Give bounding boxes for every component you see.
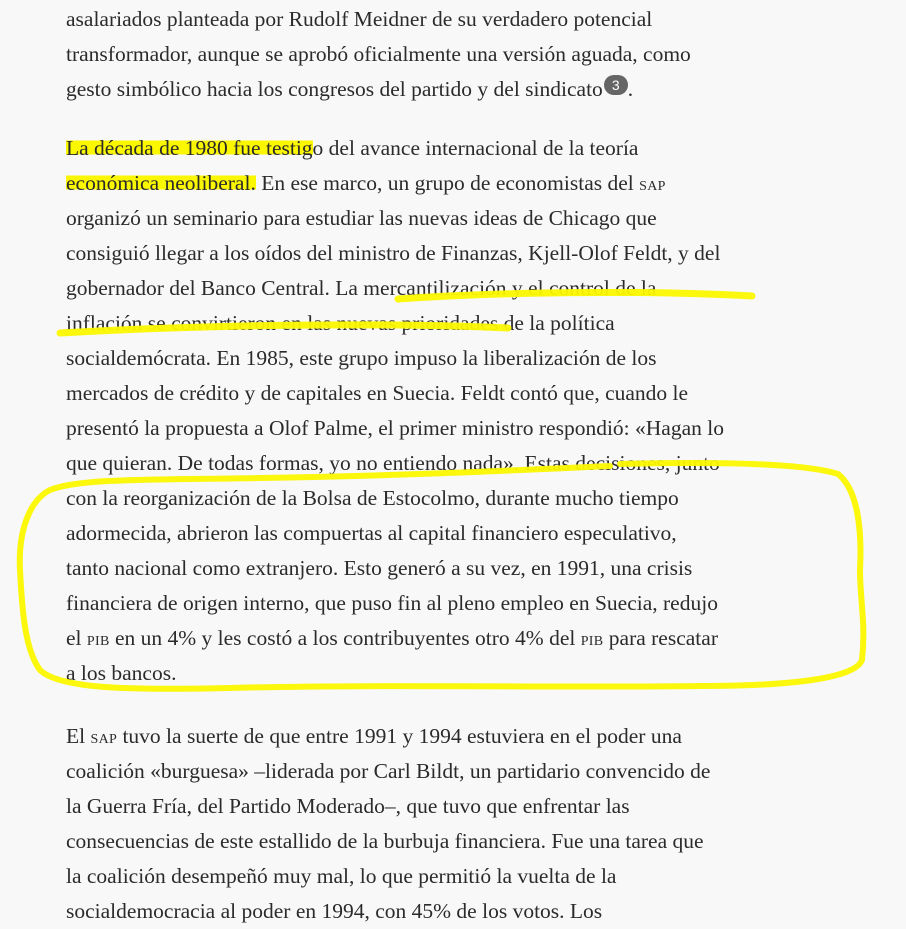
text-line — [66, 2, 876, 37]
text-line — [66, 166, 876, 201]
text-run: mercados de crédito y de capitales en Suecia. Feldt contó que, cuando le — [66, 381, 689, 405]
text-line — [66, 656, 876, 691]
paragraph-1 — [66, 2, 876, 107]
text-line — [66, 376, 876, 411]
text-run: socialdemócrata. En 1985, este grupo impuso la liberalización de los — [66, 346, 657, 370]
acronym-sap: SAP — [639, 179, 666, 194]
text-run: o del avance internacional de la teoría — [312, 136, 639, 160]
text-line — [66, 621, 876, 656]
text-line — [66, 481, 876, 516]
text-run: para rescatar — [603, 626, 718, 650]
text-line — [66, 271, 876, 306]
text-line — [66, 859, 876, 894]
text-run: que quieran. De todas formas, yo no entiendo nada». Estas decisiones, junto — [66, 451, 720, 475]
text-line — [66, 341, 876, 376]
highlighted-text: económica neoliberal. — [66, 171, 256, 195]
text-line — [66, 131, 876, 166]
paragraph-2 — [66, 131, 876, 691]
acronym-pib: PIB — [86, 634, 110, 649]
text-line — [66, 551, 876, 586]
text-run: adormecida, abrieron las compuertas al capital financiero especulativo, — [66, 521, 677, 545]
text-run: tanto nacional como extranjero. Esto generó a su vez, en 1991, una crisis — [66, 556, 693, 580]
text-line — [66, 446, 876, 481]
footnote-badge[interactable]: 3 — [604, 75, 628, 95]
acronym-pib: PIB — [580, 634, 604, 649]
text-run: consiguió llegar a los oídos del ministro de Finanzas, Kjell-Olof Feldt, y del — [66, 241, 721, 265]
text-line — [66, 754, 876, 789]
text-run: coalición «burguesa» –liderada por Carl Bildt, un partidario convencido de — [66, 759, 711, 783]
text-run: consecuencias de este estallido de la burbuja financiera. Fue una tarea que — [66, 829, 704, 853]
highlighted-text: La década de 1980 fue testig — [66, 136, 313, 160]
text-line — [66, 72, 876, 107]
text-line — [66, 586, 876, 621]
text-line — [66, 824, 876, 859]
text-run: presentó la propuesta a Olof Palme, el primer ministro respondió: «Hagan lo — [66, 416, 724, 440]
paragraph-3 — [66, 719, 876, 929]
text-run: la coalición desempeñó muy mal, lo que permitió la vuelta de la — [66, 864, 617, 888]
text-run: . — [627, 77, 634, 101]
text-run: tuvo la suerte de que entre 1991 y 1994 estuviera en el poder una — [117, 724, 682, 748]
acronym-sap: SAP — [90, 732, 118, 747]
text-line — [66, 516, 876, 551]
text-run: el — [66, 626, 87, 650]
text-line — [66, 306, 876, 341]
text-run: en un 4% y les costó a los contribuyentes otro 4% del — [109, 626, 581, 650]
text-run: En ese marco, un grupo de economistas del — [255, 171, 640, 195]
text-line — [66, 894, 876, 929]
text-run: la Guerra Fría, del Partido Moderado–, que tuvo que enfrentar las — [66, 794, 630, 818]
text-run: gobernador del Banco Central. La mercantilización y el control de la — [66, 276, 657, 300]
text-run: El — [66, 724, 91, 748]
text-run: con la reorganización de la Bolsa de Estocolmo, durante mucho tiempo — [66, 486, 679, 510]
text-line — [66, 201, 876, 236]
article-body — [66, 0, 876, 923]
text-line — [66, 789, 876, 824]
text-run: a los bancos. — [66, 661, 177, 685]
text-line — [66, 236, 876, 271]
text-run: asalariados planteada por Rudolf Meidner de su verdadero potencial — [66, 7, 653, 31]
text-run: inflación se convirtieron en las nuevas prioridades de la política — [66, 311, 615, 335]
text-run: organizó un seminario para estudiar las nuevas ideas de Chicago que — [66, 206, 657, 230]
text-run: socialdemocracia al poder en 1994, con 45% de los votos. Los — [66, 899, 603, 923]
text-line — [66, 719, 876, 754]
text-line — [66, 411, 876, 446]
text-line — [66, 37, 876, 72]
text-run: gesto simbólico hacia los congresos del partido y del sindicato — [66, 77, 603, 101]
text-run: financiera de origen interno, que puso fin al pleno empleo en Suecia, redujo — [66, 591, 718, 615]
text-run: transformador, aunque se aprobó oficialmente una versión aguada, como — [66, 42, 691, 66]
